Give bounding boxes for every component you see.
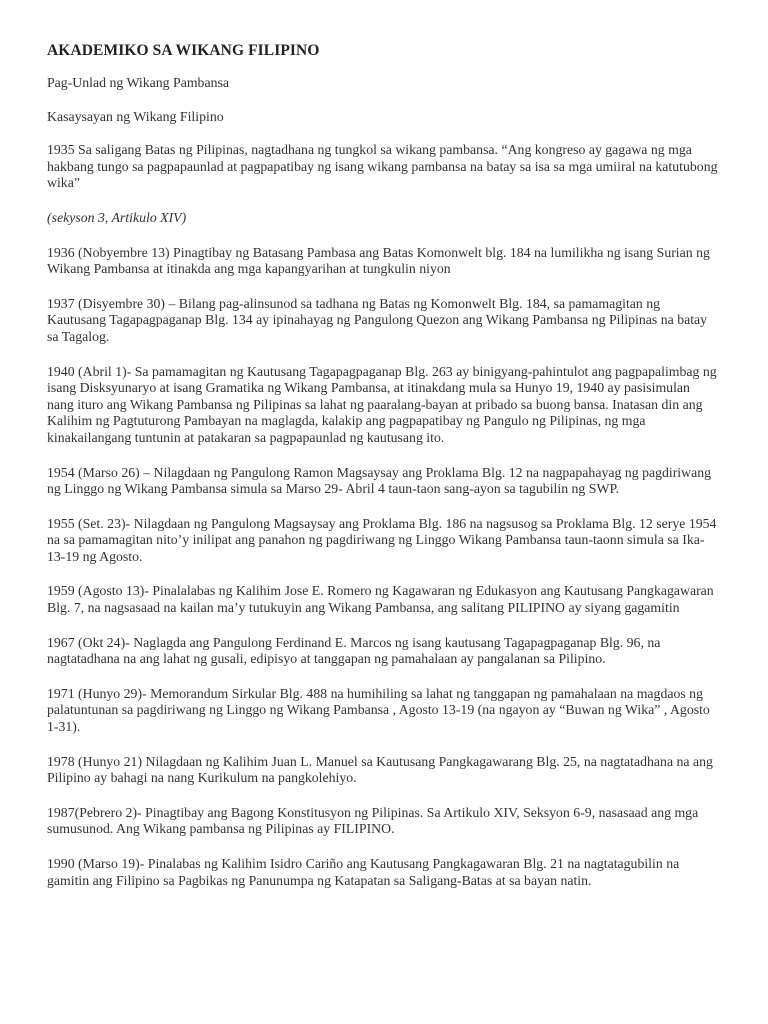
paragraph-1940: 1940 (Abril 1)- Sa pamamagitan ng Kautusang Tagapagpaganap Blg. 263 ay binigyang-pahintulot ang pagpapalimbag ng isang Disksyunaryo at isang Gramatika ng Wikang Pambansa, at itinakdang mula sa Hunyo 19, 1940 ay pasisimulan nang ituro ang Wikang Pambansa ng Pilipinas sa lahat ng paaralang-bayan at pribado sa buong bansa. Inatasan din ang Kalihim ng Pagtuturong Pambayan na maglagda, kalakip ang pagpapatibay ng Pangulo ng Pilipinas, ng mga kinakailangang tuntunin at patakaran sa pagpapaunlad ng kautusang ito. [47, 363, 717, 445]
paragraph-1937: 1937 (Disyembre 30) – Bilang pag-alinsunod sa tadhana ng Batas ng Komonwelt Blg. 184, sa pamamagitan ng Kautusang Tagapagpaganap Blg. 134 ay ipinahayag ng Pangulong Quezon ang Wikang Pambansa ng Pilipinas na batay sa Tagalog. [47, 295, 708, 344]
document-title: AKADEMIKO SA WIKANG FILIPINO [47, 42, 320, 59]
paragraph-1971: 1971 (Hunyo 29)- Memorandum Sirkular Blg. 488 na humihiling sa lahat ng tanggapan ng pamahalaan na magdaos ng palatuntunan sa pagdiriwang ng Linggo ng Wikang Pambansa , Agosto 13-19 (na ngayon ay “Buwan ng Wika” , Agosto 1-31). [47, 685, 710, 735]
paragraph-1959: 1959 (Agosto 13)- Pinalalabas ng Kalihim Jose E. Romero ng Kagawaran ng Edukasyon ang Kautusang Pangkagawaran Blg. 7, na nagsasaad na kailan ma’y tutukuyin ang Wikang Pambansa, ang salitang PILIPINO ay siyang gagamitin [47, 583, 714, 616]
paragraph-1978: 1978 (Hunyo 21) Nilagdaan ng Kalihim Juan L. Manuel sa Kautusang Pangkagawarang Blg. 25, na nagtatadhana na ang Pilipino ay bahagi na nang Kurikulum na pangkolehiyo. [47, 753, 713, 786]
paragraph-1936: 1936 (Nobyembre 13) Pinagtibay ng Batasang Pambasa ang Batas Komonwelt blg. 184 na lumilikha ng isang Surian ng Wikang Pambansa at itinakda ang mga kapangyarihan at tungkulin niyon [47, 244, 710, 277]
subtitle-pag-unlad: Pag-Unlad ng Wikang Pambansa [47, 75, 229, 90]
paragraph-1990: 1990 (Marso 19)- Pinalabas ng Kalihim Isidro Cariño ang Kautusang Pangkagawaran Blg. 21 na nagtatagubilin na gamitin ang Filipino sa Pagbikas ng Panunumpa ng Katapatan sa Saligang-Batas at sa bayan natin. [47, 856, 680, 888]
paragraph-1987: 1987(Pebrero 2)- Pinagtibay ang Bagong Konstitusyon ng Pilipinas. Sa Artikulo XIV, Seksyon 6-9, nasasaad ang mga sumusunod. Ang Wikang pambansa ng Pilipinas ay FILIPINO. [47, 804, 699, 837]
paragraph-1955: 1955 (Set. 23)- Nilagdaan ng Pangulong Magsaysay ang Proklama Blg. 186 na nagsusog sa Proklama Blg. 12 serye 1954 na sa pamamagitan nito’y inilipat ang panahon ng pagdiriwang ng Linggo Wikang Pambansa taun-taonn simula sa Ika- 13-19 ng Agosto. [47, 515, 717, 564]
paragraph-1935: 1935 Sa saligang Batas ng Pilipinas, nagtadhana ng tungkol sa wikang pambansa. “Ang kongreso ay gagawa ng mga hakbang tungo sa pagpapaunlad at pagpapatibay ng isang wikang pambansa na batay sa isa sa mga umiiral na katutubong wika” [47, 142, 718, 191]
citation-sekyson: (sekyson 3, Artikulo XIV) [47, 209, 187, 225]
subtitle-kasaysayan: Kasaysayan ng Wikang Filipino [47, 108, 224, 124]
paragraph-1967: 1967 (Okt 24)- Naglagda ang Pangulong Ferdinand E. Marcos ng isang kautusang Tagapagpaganap Blg. 96, na nagtatadhana na ang lahat ng gusali, edipisyo at tanggapan ng pamahalaan ay pangalanan sa Pilipino. [47, 634, 661, 667]
paragraph-1954: 1954 (Marso 26) – Nilagdaan ng Pangulong Ramon Magsaysay ang Proklama Blg. 12 na nagpapahayag ng pagdiriwang ng Linggo ng Wikang Pambansa simula sa Marso 29- Abril 4 taun-taon sang-ayon sa tagubilin ng SWP. [47, 464, 712, 497]
